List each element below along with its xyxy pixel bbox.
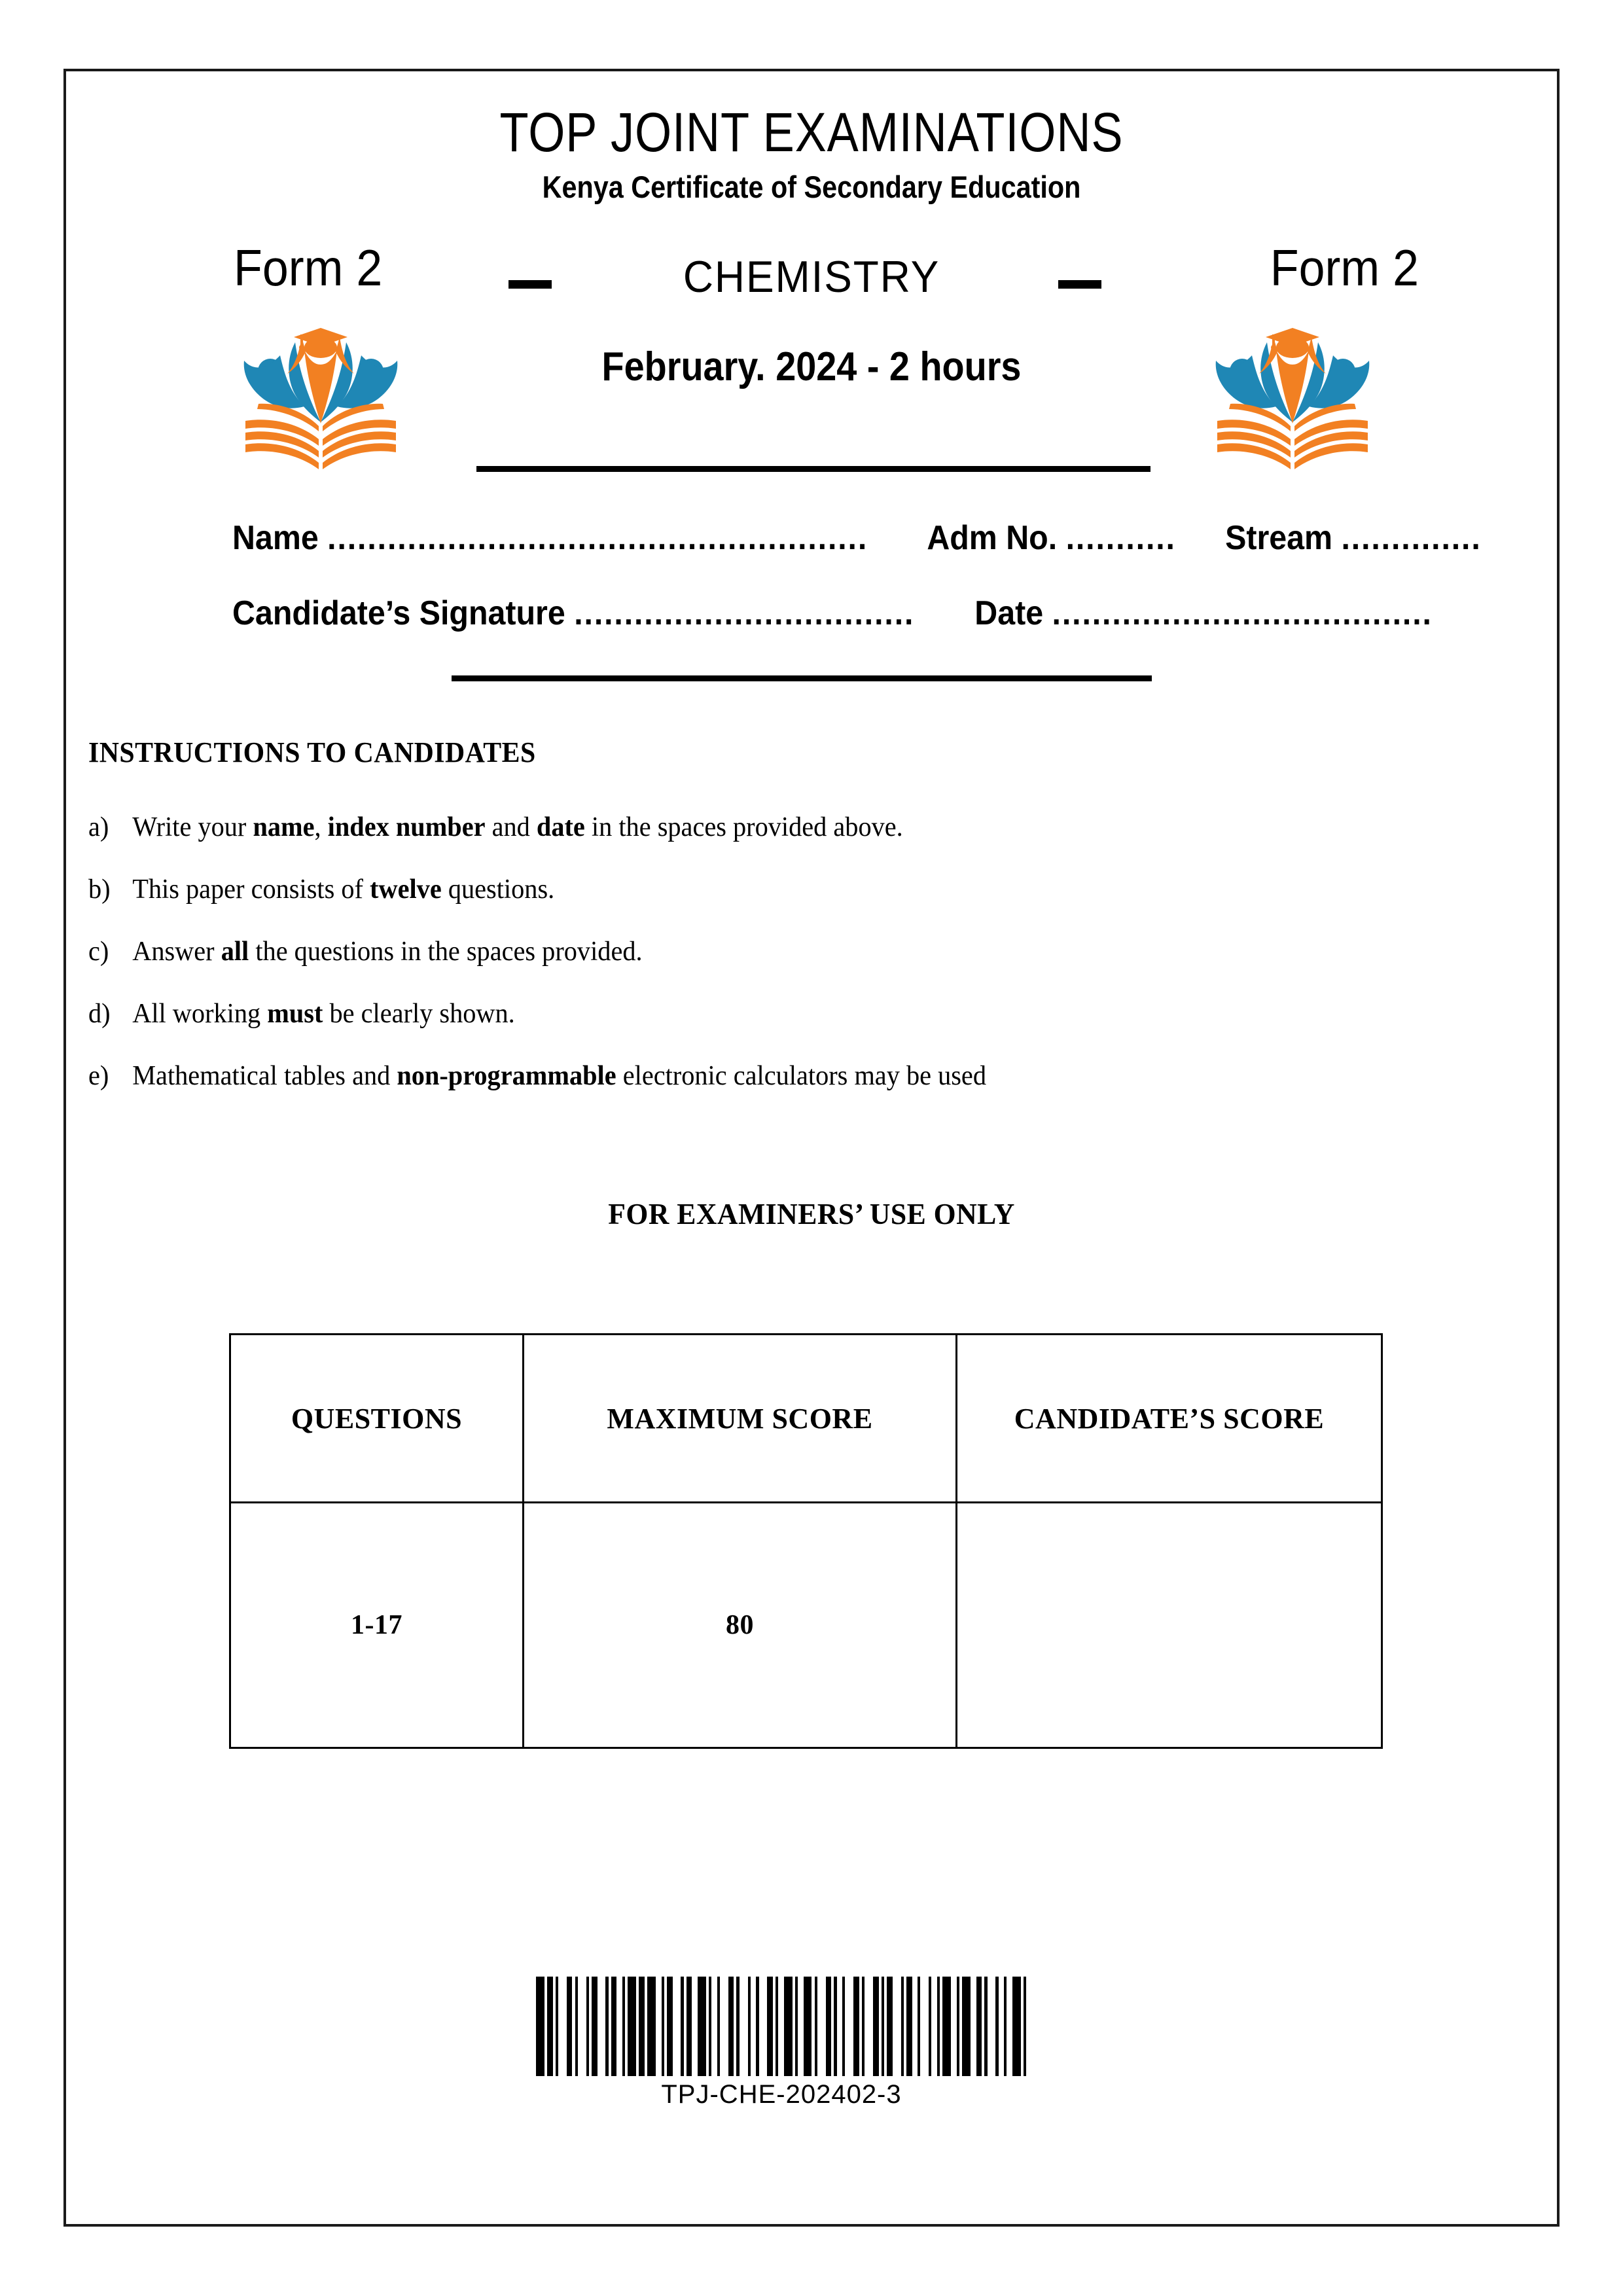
school-logo-left: [239, 324, 402, 488]
school-logo-right: [1211, 324, 1374, 488]
instruction-text: Answer all the questions in the spaces provided.: [132, 937, 643, 967]
form-level-right: Form 2: [1270, 239, 1419, 296]
date-label: Date: [974, 594, 1044, 632]
header-divider-top: [476, 466, 1150, 472]
column-header-candidates-score: CANDIDATE’S SCORE: [957, 1335, 1382, 1503]
instruction-item-e: [88, 1060, 1345, 1092]
instruction-marker: c): [88, 937, 109, 967]
instruction-item-a: [88, 812, 1345, 843]
barcode-image: [536, 1977, 1027, 2076]
dash-right-icon: [1058, 280, 1101, 289]
adm-no-input-line[interactable]: ...........: [1065, 519, 1176, 557]
subject-name: CHEMISTRY: [683, 252, 940, 302]
candidate-row-name: [232, 501, 1482, 576]
table-row: [230, 1503, 1382, 1748]
instruction-item-b: [88, 874, 1345, 905]
date-input-line[interactable]: ......................................: [1052, 594, 1433, 632]
instruction-text: Write your name, index number and date in the spaces provided above.: [132, 812, 903, 842]
masthead: [63, 101, 1560, 204]
instruction-marker: d): [88, 999, 111, 1029]
instructions-list: [88, 812, 1397, 1122]
stream-label: Stream: [1225, 519, 1333, 557]
name-input-line[interactable]: ......................................................: [327, 519, 868, 557]
candidate-row-signature: [232, 576, 1433, 651]
column-header-questions: QUESTIONS: [230, 1335, 524, 1503]
name-label: Name: [232, 519, 319, 557]
barcode-caption: TPJ-CHE-202402-3: [661, 2080, 902, 2109]
score-table: [229, 1333, 1383, 1749]
instruction-text: All working must be clearly shown.: [132, 999, 515, 1029]
subject-title-row: [63, 239, 1560, 327]
instruction-item-d: [88, 998, 1345, 1030]
form-level-left: Form 2: [234, 239, 383, 296]
instruction-item-c: [88, 936, 1345, 967]
exam-subtitle: Kenya Certificate of Secondary Education: [542, 170, 1081, 204]
cell-questions: 1-17: [230, 1503, 524, 1748]
exam-date-duration: February. 2024 - 2 hours: [601, 344, 1022, 389]
instruction-text: Mathematical tables and non-programmable electronic calculators may be used: [132, 1061, 986, 1091]
barcode-block: [536, 1977, 1027, 2109]
header-divider-bottom: [452, 675, 1152, 681]
instruction-text: This paper consists of twelve questions.: [132, 874, 555, 905]
instructions-heading: INSTRUCTIONS TO CANDIDATES: [88, 736, 536, 768]
adm-no-label: Adm No.: [927, 519, 1058, 557]
table-header-row: [230, 1335, 1382, 1503]
signature-label: Candidate’s Signature: [232, 594, 565, 632]
column-header-maximum-score: MAXIMUM SCORE: [524, 1335, 957, 1503]
instruction-marker: a): [88, 812, 109, 842]
stream-input-line[interactable]: ..............: [1341, 519, 1482, 557]
candidate-details-block: [232, 501, 1482, 651]
cell-maximum-score: 80: [524, 1503, 957, 1748]
cell-candidate-score[interactable]: [957, 1503, 1382, 1748]
examiners-use-heading: FOR EXAMINERS’ USE ONLY: [608, 1197, 1015, 1230]
instruction-marker: b): [88, 874, 111, 905]
exam-title: TOP JOINT EXAMINATIONS: [499, 101, 1124, 163]
instruction-marker: e): [88, 1061, 109, 1091]
signature-input-line[interactable]: ..................................: [574, 594, 915, 632]
